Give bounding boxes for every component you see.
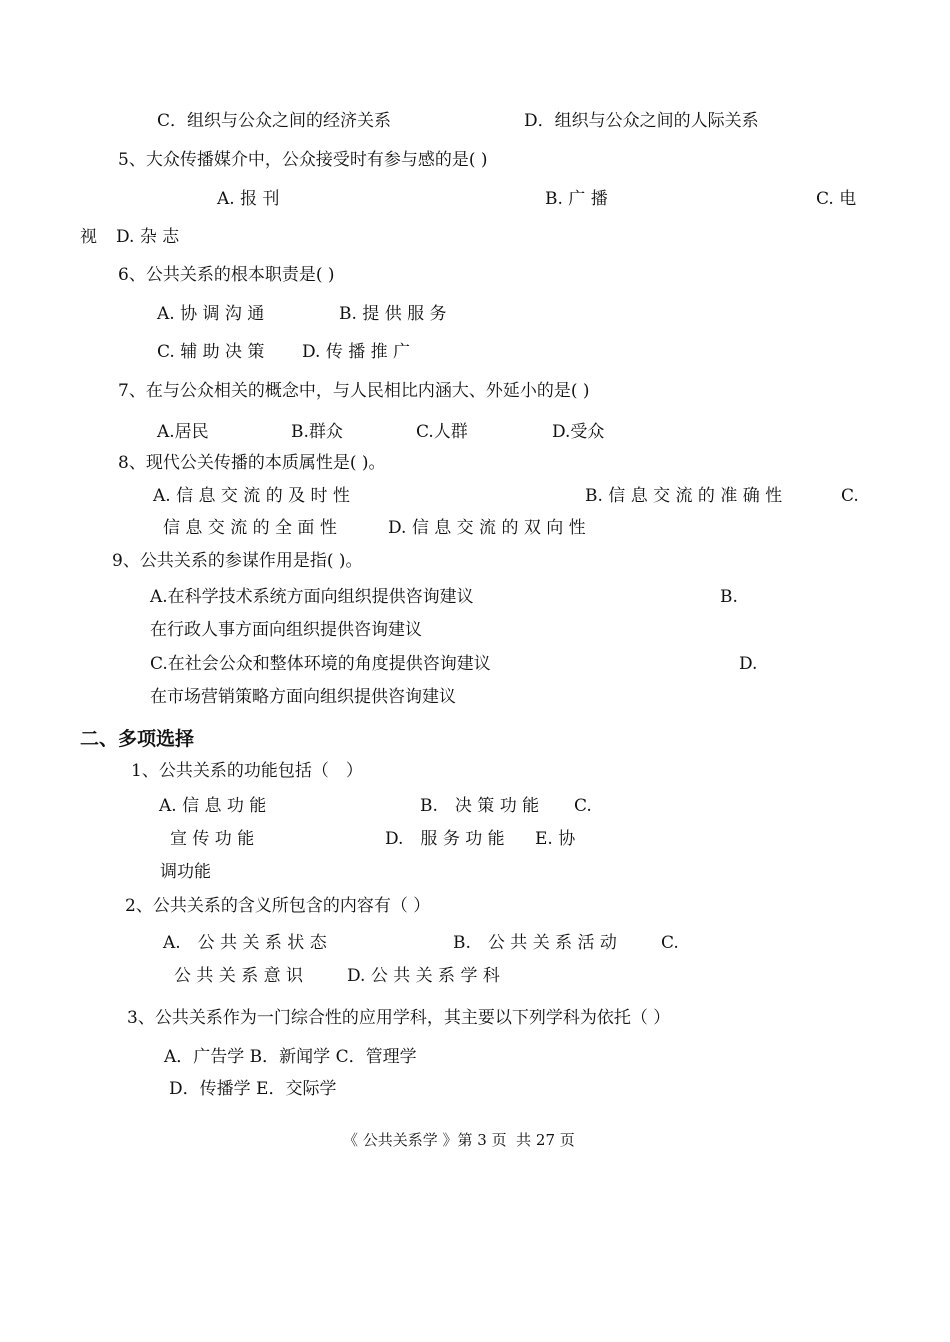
q7-option-c: C.人群	[416, 422, 468, 442]
m1-option-e: 调功能	[160, 862, 211, 882]
m1-option-b: B. 决 策 功 能	[420, 796, 540, 816]
q4-option-d: D．组织与公众之间的人际关系	[524, 111, 759, 131]
q9-option-b-label: B.	[720, 587, 738, 607]
q6-option-c: C. 辅 助 决 策	[157, 342, 265, 362]
q6-option-b: B. 提 供 服 务	[339, 304, 447, 324]
m2-stem: 2、公共关系的含义所包含的内容有（ ）	[125, 896, 431, 916]
q8-option-b: B. 信 息 交 流 的 准 确 性	[585, 486, 783, 506]
q8-option-c: 信 息 交 流 的 全 面 性	[163, 518, 337, 538]
q8-stem: 8、现代公关传播的本质属性是( )。	[118, 453, 386, 473]
q9-stem: 9、公共关系的参谋作用是指( )。	[112, 551, 363, 571]
q9-option-b: 在行政人事方面向组织提供咨询建议	[150, 620, 422, 640]
q7-option-b: B.群众	[291, 422, 343, 442]
m1-option-e-label: E. 协	[535, 829, 576, 849]
q9-option-d: 在市场营销策略方面向组织提供咨询建议	[150, 687, 456, 707]
q5-option-a: A. 报 刊	[217, 189, 280, 209]
q5-stem: 5、大众传播媒介中，公众接受时有参与感的是( )	[118, 150, 488, 170]
q7-option-a: A.居民	[157, 422, 209, 442]
q8-option-c-label: C.	[841, 486, 859, 506]
q9-option-d-label: D.	[739, 654, 758, 674]
q8-option-d: D. 信 息 交 流 的 双 向 性	[388, 518, 586, 538]
m2-option-d: D. 公 共 关 系 学 科	[347, 966, 500, 986]
q5-option-c-part1: C. 电	[816, 189, 857, 209]
m2-option-c: 公 共 关 系 意 识	[174, 966, 304, 986]
q9-option-a: A.在科学技术系统方面向组织提供咨询建议	[150, 587, 474, 607]
q7-option-d: D.受众	[552, 422, 605, 442]
q5-option-b: B. 广 播	[545, 189, 608, 209]
q5-option-c-part2: 视	[80, 227, 97, 247]
page-footer: 《 公共关系学 》第 3 页 共 27 页	[343, 1131, 575, 1149]
m1-option-a: A. 信 息 功 能	[159, 796, 267, 816]
q6-stem: 6、公共关系的根本职责是( )	[118, 265, 335, 285]
m2-option-b: B. 公 共 关 系 活 动	[453, 933, 617, 953]
m2-option-a: A. 公 共 关 系 状 态	[163, 933, 327, 953]
m1-stem: 1、公共关系的功能包括（ ）	[131, 761, 363, 781]
q9-option-c: C.在社会公众和整体环境的角度提供咨询建议	[150, 654, 491, 674]
q6-option-a: A. 协 调 沟 通	[157, 304, 265, 324]
m1-option-c-label: C.	[574, 796, 592, 816]
m1-option-d: D. 服 务 功 能	[385, 829, 505, 849]
section-heading: 二、多项选择	[80, 728, 195, 750]
m3-options-de: D．传播学 E．交际学	[169, 1079, 337, 1099]
q7-stem: 7、在与公众相关的概念中，与人民相比内涵大、外延小的是( )	[118, 381, 590, 401]
q6-option-d: D. 传 播 推 广	[302, 342, 411, 362]
m3-stem: 3、公共关系作为一门综合性的应用学科，其主要以下列学科为依托（ ）	[127, 1008, 671, 1028]
q5-option-d: D. 杂 志	[116, 227, 180, 247]
m3-options-abc: A．广告学 B．新闻学 C．管理学	[164, 1047, 417, 1067]
m1-option-c: 宣 传 功 能	[170, 829, 255, 849]
q8-option-a: A. 信 息 交 流 的 及 时 性	[153, 486, 350, 506]
m2-option-c-label: C.	[661, 933, 679, 953]
q4-option-c: C．组织与公众之间的经济关系	[157, 111, 392, 131]
